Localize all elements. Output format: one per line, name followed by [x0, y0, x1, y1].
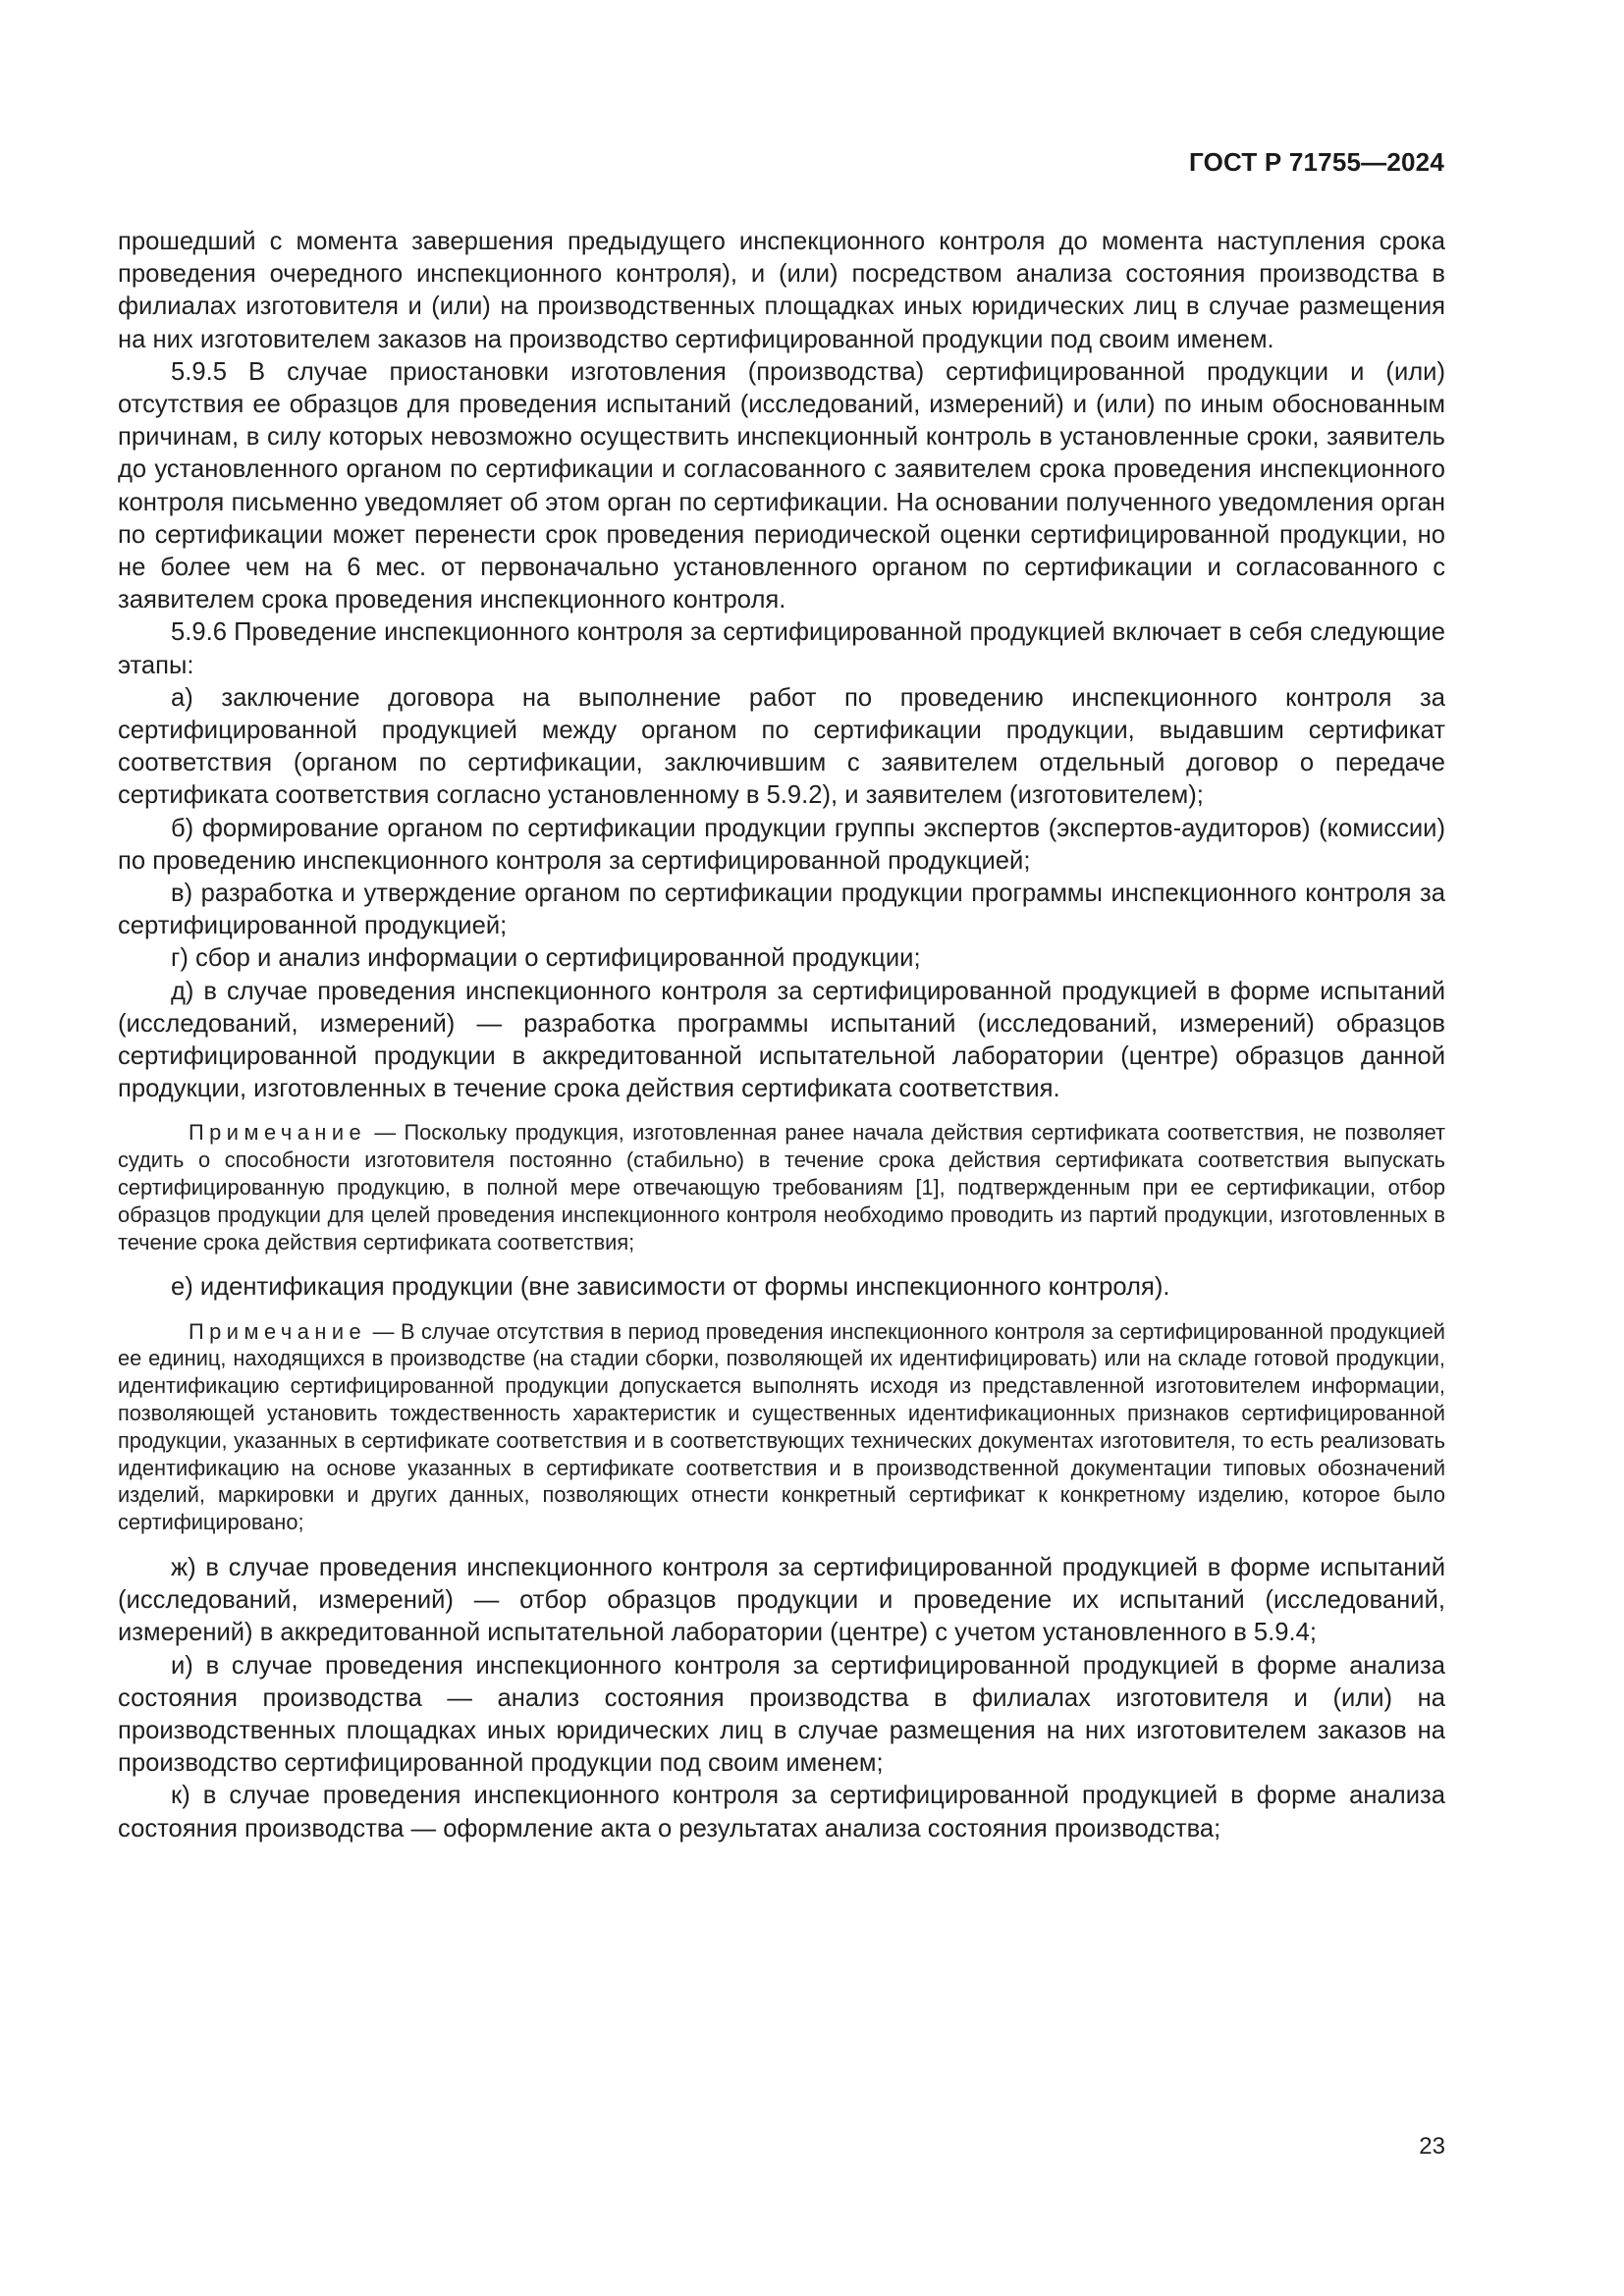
note-1 [118, 1119, 1445, 1255]
clause-5-9-5: 5.9.5 В случае приостановки изготовления (производства) сертифицированной продукции и (или) отсутствия ее образцов для проведения испытаний (исследований, измерений) и (или) по иным обоснованным причинам, в силу которых невозможно осуществить инспекционный контроль в установленные сроки, заявитель до установленного органом по сертификации и согласованного с заявителем срока проведения инспекционного контроля письменно уведомляет об этом орган по сертификации. На основании полученного уведомления орган по сертификации может перенести срок проведения периодической оценки сертифицированной продукции, но не более чем на 6 мес. от первоначально установленного органом по сертификации и согласованного с заявителем срока проведения инспекционного контроля. [118, 357, 1445, 614]
list-item-k: к) в случае проведения инспекционного контроля за сертифицированной продукцией в форме анализа состояния производства — оформление акта о результатах анализа состояния производства; [118, 1782, 1445, 1842]
note-1-label: Примечание [189, 1120, 367, 1146]
list-item-i: и) в случае проведения инспекционного контроля за сертифицированной продукцией в форме анализа состояния производства — анализ состояния производства в филиалах изготовителя и (или) на производственных площадках иных юридических лиц в случае размещения на них изготовителем заказов на производство сертифицированной продукции под своим именем; [118, 1651, 1445, 1778]
document-body [118, 226, 1445, 1845]
standard-designation: ГОСТ Р 71755—2024 [1189, 147, 1444, 177]
note-2-text: — В случае отсутствия в период проведения инспекционного контроля за сертифицированной продукцией ее единиц, находящихся в производстве (на стадии сборки, позволяющей их идентифицировать) или на складе готовой продукции, идентификацию сертифицированной продукции допускается выполнять исходя из представленной изготовителем информации, позволяющей установить тождественность характеристик и существенных идентификационных признаков сертифицированной продукции, указанных в сертификате соответствия и в соответствующих технических документах изготовителя, то есть реализовать идентификацию на основе указанных в сертификате соответствия и в производственной документации типовых обозначений изделий, маркировки и других данных, позволяющих отнести конкретный сертификат к конкретному изделию, которое было сертифицировано; [118, 1318, 1445, 1535]
list-item-g: г) сбор и анализ информации о сертифицированной продукции; [171, 944, 921, 973]
note-2-label: Примечание [189, 1318, 367, 1344]
note-2 [118, 1318, 1445, 1536]
list-item-v: в) разработка и утверждение органом по сертификации продукции программы инспекционного контроля за сертифицированной продукцией; [118, 880, 1445, 940]
list-item-e: е) идентификация продукции (вне зависимости от формы инспекционного контроля). [171, 1273, 1170, 1302]
list-item-zh: ж) в случае проведения инспекционного контроля за сертифицированной продукцией в форме испытаний (исследований, измерений) — отбор образцов продукции и проведение их испытаний (исследований, измерений) в аккредитованной испытательной лаборатории (центре) с учетом установленного в 5.9.4; [118, 1554, 1445, 1647]
note-1-text: — Поскольку продукция, изготовленная ранее начала действия сертификата соответствия, не позволяет судить о способности изготовителя постоянно (стабильно) в течение срока действия сертификата соответствия выпускать сертифицированную продукцию, в полной мере отвечающую требованиям [1], подтвержденным при ее сертификации, отбор образцов продукции для целей проведения инспекционного контроля необходимо проводить из партий продукции, изготовленных в течение срока действия сертификата соответствия; [118, 1120, 1445, 1255]
list-item-d: д) в случае проведения инспекционного контроля за сертифицированной продукцией в форме испытаний (исследований, измерений) — разработка программы испытаний (исследований, измерений) образцов сертифицированной продукции в аккредитованной испытательной лаборатории (центре) образцов данной продукции, изготовленных в течение срока действия сертификата соответствия. [118, 977, 1445, 1103]
list-item-a: а) заключение договора на выполнение работ по проведению инспекционного контроля за сертифицированной продукцией между органом по сертификации продукции, выдавшим сертификат соответствия (органом по сертификации, заключившим с заявителем отдельный договор о передаче сертификата соответствия согласно установленному в 5.9.2), и заявителем (изготовителем); [118, 683, 1445, 810]
paragraph-continuation: прошедший с момента завершения предыдущего инспекционного контроля до момента наступления срока проведения очередного инспекционного контроля), и (или) посредством анализа состояния производства в филиалах изготовителя и (или) на производственных площадках иных юридических лиц в случае размещения на них изготовителем заказов на производство сертифицированной продукции под своим именем. [118, 228, 1445, 353]
page-number: 23 [1419, 2133, 1445, 2160]
clause-5-9-6: 5.9.6 Проведение инспекционного контроля за сертифицированной продукцией включает в себя следующие этапы: [118, 618, 1445, 679]
list-item-b: б) формирование органом по сертификации продукции группы экспертов (экспертов-аудиторов) (комиссии) по проведению инспекционного контроля за сертифицированной продукцией; [118, 814, 1445, 875]
